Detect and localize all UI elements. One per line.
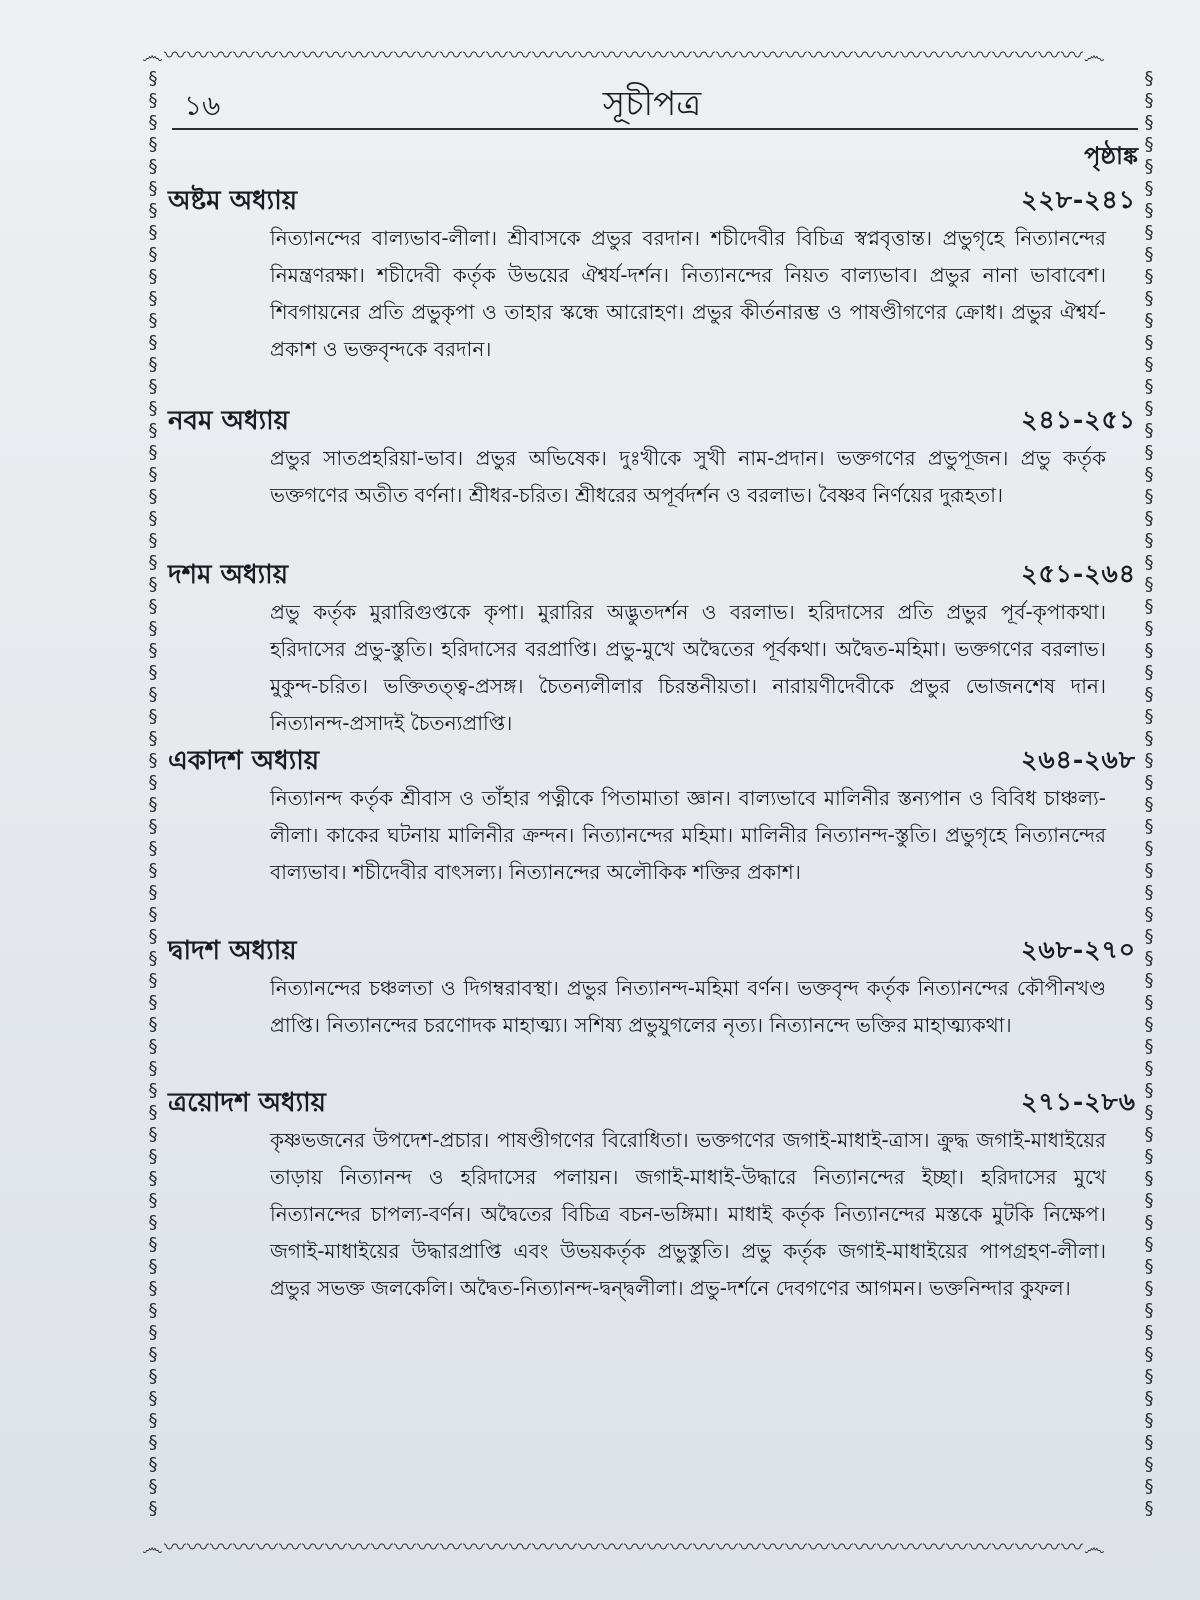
chapter-pages: ২৪১-২৫১ bbox=[1021, 405, 1136, 434]
chapter-description: কৃষ্ণভজনের উপদেশ-প্রচার। পাষণ্ডীগণের বিরোধিতা। ভক্তগণের জগাই-মাধাই-ত্রাস। ক্রুদ্ধ জগাই-মাধাইয়ের তাড়ায় নিত্যানন্দ ও হরিদাসের পলায়ন। জগাই-মাধাই-উদ্ধারে নিত্যানন্দের ইচ্ছা। হরিদাসের মুখে নিত্যানন্দের চাপল্য-বর্ণন। অদ্বৈতের বিচিত্র বচন-ভঙ্গিমা। মাধাই কর্তৃক নিত্যানন্দের মস্তকে মুটকি নিক্ষেপ। জগাই-মাধাইয়ের উদ্ধারপ্রাপ্তি এবং উভয়কর্তৃক প্রভুস্তুতি। প্রভু কর্তৃক জগাই-মাধাইয়ের পাপগ্রহণ-লীলা। প্রভুর সভক্ত জলকেলি। অদ্বৈত-নিত্যানন্দ-দ্বন্দ্বলীলা। প্রভু-দর্শনে দেবগণের আগমন। ভক্তনিন্দার কুফল। bbox=[270, 1128, 1106, 1300]
chapter-title: অষ্টম অধ্যায় bbox=[168, 186, 298, 216]
chapter-title: নবম অধ্যায় bbox=[168, 406, 289, 436]
page-column-label: পৃষ্ঠাঙ্ক bbox=[1084, 141, 1138, 170]
chapter-pages: ২৬৪-২৬৮ bbox=[1021, 745, 1136, 774]
chapter-description: নিত্যানন্দ কর্তৃক শ্রীবাস ও তাঁহার পত্নীকে পিতামাতা জ্ঞান। বাল্যভাবে মালিনীর স্তন্যপান ও বিবিধ চাঞ্চল্য-লীলা। কাকের ঘটনায় মালিনীর ক্রন্দন। নিত্যানন্দের মহিমা। মালিনীর নিত্যানন্দ-স্তুতি। প্রভুগৃহে নিত্যানন্দের বাল্যভাব। শচীদেবীর বাৎসল্য। নিত্যানন্দের অলৌকিক শক্তির প্রকাশ। bbox=[270, 786, 1106, 884]
page-title: সূচীপত্র bbox=[602, 84, 702, 124]
header-divider bbox=[172, 128, 1138, 130]
chapter-pages: ২৭১-২৮৬ bbox=[1021, 1087, 1136, 1116]
page-number: ১৬ bbox=[184, 89, 221, 122]
ornamental-border-left: § § § § § § § § § § § § § § § § § § § § § § § § § § § § § § § § § § § § § § § § § § § § § § § § § § § § § § § § § § § § § § § § § § bbox=[148, 68, 158, 1519]
chapter-description: প্রভুর সাতপ্রহরিয়া-ভাব। প্রভুর অভিষেক। দুঃখীকে সুখী নাম-প্রদান। ভক্তগণের প্রভুপূজন। প্রভু কর্তৃক ভক্তগণের অতীত বর্ণনা। শ্রীধর-চরিত। শ্রীধরের অপূর্বদর্শন ও বরলাভ। বৈষ্ণব নির্ণয়ের দুরূহতা। bbox=[270, 446, 1106, 507]
ornamental-border-top: ෴〰〰〰〰〰〰〰〰〰〰〰〰〰〰〰〰〰〰〰〰〰〰〰〰〰〰〰〰〰〰〰〰〰〰〰〰〰〰〰〰෴ bbox=[142, 44, 1106, 69]
chapter-title: একাদশ অধ্যায় bbox=[168, 746, 320, 776]
chapter-description: প্রভু কর্তৃক মুরারিগুপ্তকে কৃপা। মুরারির অদ্ভুতদর্শন ও বরলাভ। হরিদাসের প্রতি প্রভুর পূর্ব-কৃপাকথা। হরিদাসের প্রভু-স্তুতি। হরিদাসের বরপ্রাপ্তি। প্রভু-মুখে অদ্বৈতের পূর্বকথা। অদ্বৈত-মহিমা। ভক্তগণের বরলাভ। মুকুন্দ-চরিত। ভক্তিতত্ত্ব-প্রসঙ্গ। চৈতন্যলীলার চিরন্তনীয়তা। নারায়ণীদেবীকে প্রভুর ভোজনশেষ দান। নিত্যানন্দ-প্রসাদই চৈতন্যপ্রাপ্তি। bbox=[270, 600, 1106, 735]
chapter-title: দ্বাদশ অধ্যায় bbox=[168, 936, 297, 966]
chapter-title: দশম অধ্যায় bbox=[168, 560, 289, 590]
page-header bbox=[172, 78, 1132, 128]
chapter-pages: ২৬৮-২৭০ bbox=[1021, 935, 1136, 964]
chapter-title: ত্রয়োদশ অধ্যায় bbox=[168, 1088, 326, 1118]
ornamental-border-bottom: ෴〰〰〰〰〰〰〰〰〰〰〰〰〰〰〰〰〰〰〰〰〰〰〰〰〰〰〰〰〰〰〰〰〰〰〰〰〰〰〰〰෴ bbox=[142, 1536, 1106, 1561]
chapter-description: নিত্যানন্দের বাল্যভাব-লীলা। শ্রীবাসকে প্রভুর বরদান। শচীদেবীর বিচিত্র স্বপ্নবৃত্তান্ত। প্রভুগৃহে নিত্যানন্দের নিমন্ত্রণরক্ষা। শচীদেবী কর্তৃক উভয়ের ঐশ্বর্য-দর্শন। নিত্যানন্দের নিয়ত বাল্যভাব। প্রভুর নানা ভাবাবেশ। শিবগায়নের প্রতি প্রভুকৃপা ও তাহার স্কন্ধে আরোহণ। প্রভুর কীর্তনারম্ভ ও পাষণ্ডীগণের ক্রোধ। প্রভুর ঐশ্বর্য-প্রকাশ ও ভক্তবৃন্দকে বরদান। bbox=[270, 226, 1106, 361]
chapter-pages: ২২৮-২৪১ bbox=[1021, 185, 1136, 214]
chapter-description: নিত্যানন্দের চঞ্চলতা ও দিগম্বরাবস্থা। প্রভুর নিত্যানন্দ-মহিমা বর্ণন। ভক্তবৃন্দ কর্তৃক নিত্যানন্দের কৌপীনখণ্ড প্রাপ্তি। নিত্যানন্দের চরণোদক মাহাত্ম্য। সশিষ্য প্রভুযুগলের নৃত্য। নিত্যানন্দে ভক্তির মাহাত্ম্যকথা। bbox=[270, 976, 1106, 1037]
ornamental-border-right: § § § § § § § § § § § § § § § § § § § § § § § § § § § § § § § § § § § § § § § § § § § § § § § § § § § § § § § § § § § § § § § § § § bbox=[1144, 68, 1154, 1519]
chapter-pages: ২৫১-২৬৪ bbox=[1021, 559, 1136, 588]
